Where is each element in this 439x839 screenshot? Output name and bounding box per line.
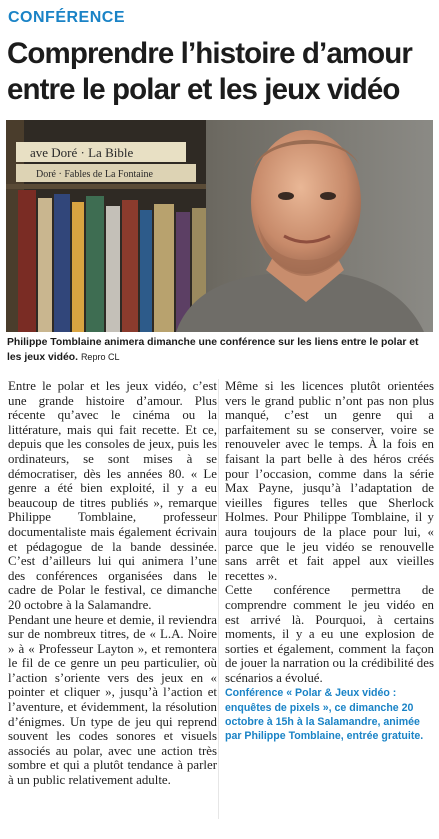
article-paragraph: Cette conférence permettra de comprendre comment le jeu vidéo en est arrivé là. Pourquoi, à certains moments, il y a eu une explosion de sorties et également, comment la façon de jouer la narration ou la crédibilité des scénarios a évolué. bbox=[225, 583, 434, 685]
book-spine-label: ave Doré · La Bible bbox=[30, 145, 134, 160]
column-left bbox=[8, 379, 217, 788]
article-paragraph: Même si les licences plutôt orientées vers le grand public n’ont pas non plus manqué, c’est un genre qui a parfaitement su se conserver, voire se renouveler avec le temps. À la fois en faisant la part belle à des héros créés pour l’occasion, comme dans la série Max Payne, jusqu’à l’adaptation de vieilles figures telles que Sherlock Holmes. Pour Philippe Tomblaine, il y aura toujours de la place pour lui, « parce que le jeu vidéo se renouvelle sans arrêt et fait appel aux vieilles recettes ». bbox=[225, 379, 434, 583]
photo-caption bbox=[7, 336, 433, 365]
column-divider bbox=[218, 379, 219, 819]
event-info: Conférence « Polar & Jeux vidéo : enquêtes de pixels », ce dimanche 20 octobre à 15h à la Salamandre, animée par Philippe Tomblaine, entrée gratuite. bbox=[225, 687, 424, 743]
article-photo bbox=[6, 120, 433, 332]
section-kicker: CONFÉRENCE bbox=[8, 9, 126, 26]
photo-credit: Repro CL bbox=[80, 352, 120, 362]
book-spine-label: Doré · Fables de La Fontaine bbox=[36, 169, 153, 180]
article-paragraph: Pendant une heure et demie, il reviendra sur de nombreux titres, de « L.A. Noire » à « Professeur Layton », et remontera le fil de ce genre un peu particulier, où l’action s’oriente vers des jeux en « pointer et cliquer », jusqu’à l’action et l’aventure, et évidemment, la résolution d’énigmes. Un type de jeu qui reprend souvent les codes sonores et visuels associés au polar, avec une action très sombre et qui a plutôt tendance à parler à un public relativement adulte. bbox=[8, 612, 217, 788]
article-headline: Comprendre l’histoire d’amour entre le polar et les jeux vidéo bbox=[7, 37, 412, 106]
caption-text: Philippe Tomblaine animera dimanche une conférence sur les liens entre le polar et les jeux vidéo. bbox=[7, 337, 419, 363]
article-paragraph: Entre le polar et les jeux vidéo, c’est une grande histoire d’amour. Plus récente qu’avec le cinéma ou la littérature, mais qui fait recette. Et ce, depuis que les consoles de jeux, puis les ordinateurs, se sont mises à se démocratiser, dès les années 80. « Le genre a été bien exploité, il y a eu beaucoup de titres publiés », remarque Philippe Tomblaine, professeur documentaliste mais également écrivain et pédagogue de la bande dessinée. C’est d’ailleurs lui qui animera l’une des conférences organisées dans le cadre de Polar le festival, ce dimanche 20 octobre à la Salamandre. bbox=[8, 379, 217, 612]
photo-illustration bbox=[6, 120, 433, 332]
column-right bbox=[225, 379, 434, 743]
